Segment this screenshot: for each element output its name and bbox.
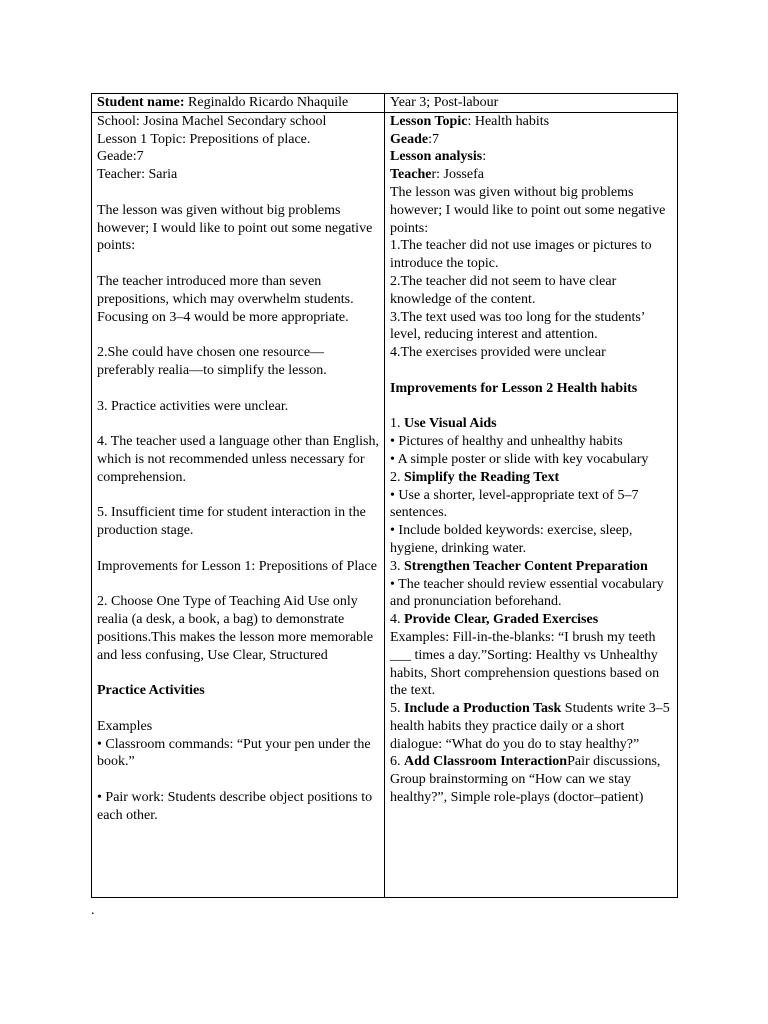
lesson2-analysis-label: Lesson analysis:: [390, 149, 487, 165]
lesson2-intro: The lesson was given without big problems however; I would like to point out some negative points:: [390, 184, 666, 236]
lesson1-teacher: Teacher: Saria: [97, 167, 178, 183]
lesson2-improvements-title: Improvements for Lesson 2 Health habits: [390, 380, 638, 396]
school-line: School: Josina Machel Secondary school: [97, 113, 327, 129]
improvement-item-6: 6. Add Classroom InteractionPair discussions, Group brainstorming on “How can we stay healthy?”, Simple role-plays (doctor–patient): [390, 754, 661, 806]
student-name-label: Student name:: [97, 95, 185, 110]
improvement-item-4: 4. Provide Clear, Graded Exercises: [390, 612, 599, 628]
lesson2-neg-3: 3.The text used was too long for the students’ level, reducing interest and attention.: [390, 309, 645, 343]
lesson1-grade: Geade:7: [97, 149, 144, 165]
lesson-report-table: [91, 93, 678, 898]
lesson1-intro: The lesson was given without big problems however; I would like to point out some negative points:: [97, 202, 373, 254]
improvement-item-4-text: Examples: Fill-in-the-blanks: “I brush my teeth ___ times a day.”Sorting: Healthy vs Unhealthy habits, Short comprehension questions based on the text.: [390, 629, 660, 699]
year-cell: [385, 94, 678, 113]
lesson1-point-2: 2.She could have chosen one resource—preferably realia—to simplify the lesson.: [97, 345, 327, 378]
lesson1-improvements-title: Improvements for Lesson 1: Prepositions of Place: [97, 558, 377, 574]
lesson1-point-4: 4. The teacher used a language other than English, which is not recommended unless necessary for comprehension.: [97, 434, 379, 485]
lesson1-improvement-2: 2. Choose One Type of Teaching Aid Use only realia (a desk, a book, a bag) to demonstrate positions.This makes the lesson more memorable and less confusing, Use Clear, Structured: [97, 594, 374, 663]
student-name-cell: [92, 94, 385, 113]
trailing-paragraph-mark: .: [91, 903, 95, 918]
improvement-item-3-bullet-1: • The teacher should review essential vocabulary and pronunciation beforehand.: [390, 576, 664, 610]
lesson2-topic: Lesson Topic: Health habits: [390, 113, 550, 129]
lesson2-grade: Geade:7: [390, 131, 439, 147]
improvement-item-1-bullet-2: • A simple poster or slide with key vocabulary: [390, 451, 649, 467]
lesson1-point-1: The teacher introduced more than seven prepositions, which may overwhelm students. Focusing on 3–4 would be more appropriate.: [97, 273, 354, 325]
improvement-item-3: 3. Strengthen Teacher Content Preparation: [390, 558, 648, 574]
body-row: [92, 112, 678, 897]
lesson2-neg-1: 1.The teacher did not use images or pictures to introduce the topic.: [390, 238, 652, 272]
lesson1-cell: [92, 112, 385, 897]
lesson1-point-3: 3. Practice activities were unclear.: [97, 398, 289, 414]
improvement-item-2: 2. Simplify the Reading Text: [390, 469, 560, 485]
improvement-item-5: 5. Include a Production Task Students write 3–5 health habits they practice daily or a short dialogue: “What do you do to stay healthy?”: [390, 701, 670, 752]
example-1: • Classroom commands: “Put your pen under the book.”: [97, 736, 371, 770]
improvement-item-2-bullet-2: • Include bolded keywords: exercise, sleep, hygiene, drinking water.: [390, 523, 633, 556]
student-name-value: Reginaldo Ricardo Nhaquile: [184, 95, 349, 110]
practice-activities-title: Practice Activities: [97, 683, 205, 699]
lesson2-neg-4: 4.The exercises provided were unclear: [390, 345, 606, 361]
lesson1-topic: Lesson 1 Topic: Prepositions of place.: [97, 131, 311, 147]
improvement-item-1: 1. Use Visual Aids: [390, 416, 497, 432]
lesson2-cell: [385, 112, 678, 897]
examples-label: Examples: [97, 718, 153, 734]
header-row: [92, 94, 678, 113]
example-2: • Pair work: Students describe object positions to each other.: [97, 790, 373, 823]
lesson1-point-5: 5. Insufficient time for student interaction in the production stage.: [97, 505, 366, 539]
improvement-item-1-bullet-1: • Pictures of healthy and unhealthy habits: [390, 434, 623, 450]
year-value: Year 3; Post-labour: [390, 95, 499, 110]
lesson2-neg-2: 2.The teacher did not seem to have clear knowledge of the content.: [390, 273, 617, 307]
improvement-item-2-bullet-1: • Use a shorter, level-appropriate text of 5–7 sentences.: [390, 487, 639, 521]
lesson2-teacher: Teacher: Jossefa: [390, 167, 484, 183]
